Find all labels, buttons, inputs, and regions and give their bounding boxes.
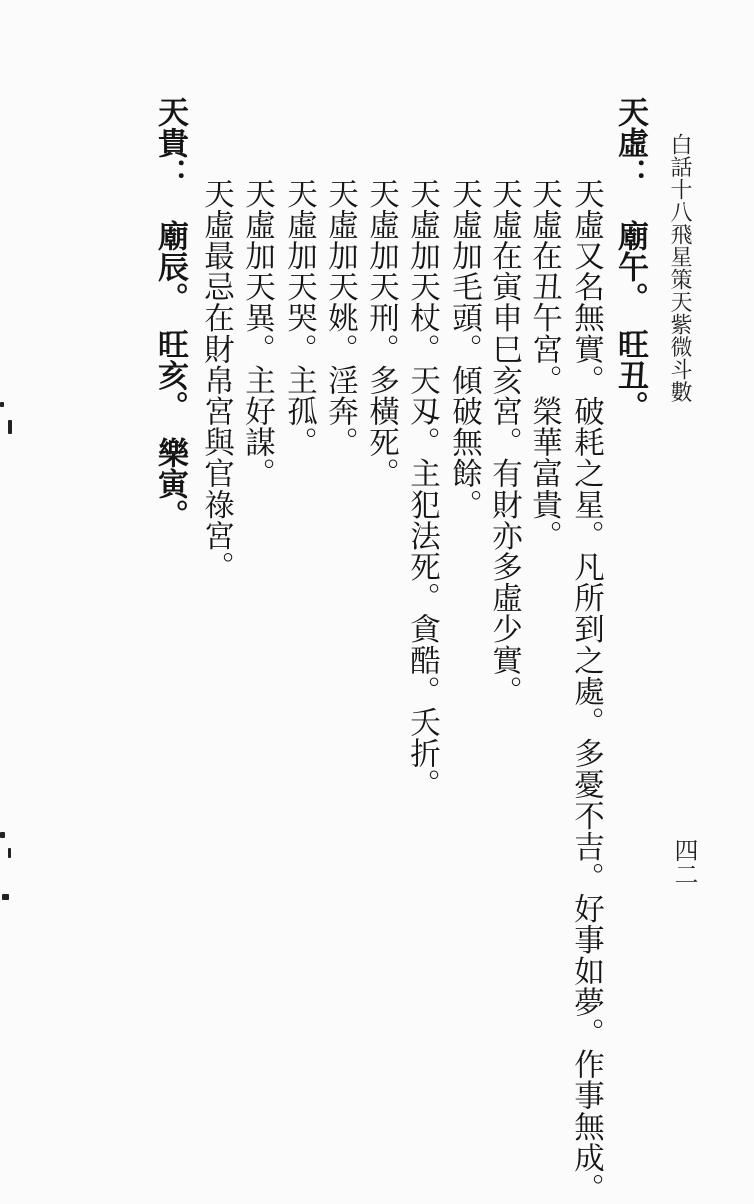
text-line: 天虛加天異。主好謀。	[239, 178, 275, 489]
text-line: 天虛加天姚。淫奔。	[322, 178, 358, 458]
text-line: 天虛在寅申巳亥宮。有財亦多虛少實。	[486, 178, 522, 707]
text-line: 天虛加毛頭。傾破無餘。	[446, 178, 482, 521]
text-line: 天虛在丑午宮。榮華富貴。	[526, 178, 562, 552]
text-line: 天虛加天杖。天刄。主犯法死。貪酷。夭折。	[404, 178, 440, 800]
page-number: 四二	[670, 838, 698, 886]
scan-speck	[0, 832, 5, 838]
text-line: 天虛加天刑。多橫死。	[363, 178, 399, 489]
book-title: 白話十八飛星策天紫微斗數	[667, 133, 692, 403]
scan-speck	[8, 848, 11, 858]
text-line: 天虛最忌在財帛宮與官祿宮。	[198, 178, 234, 583]
entry-heading-tianxu: 天虛： 廟午。 旺丑。	[612, 96, 648, 422]
entry-heading-tiangui: 天貴： 廟辰。 旺亥。 樂寅。	[152, 96, 188, 530]
scan-speck	[2, 894, 9, 900]
text-line: 天虛加天哭。主孤。	[281, 178, 317, 458]
scan-speck	[0, 402, 4, 407]
text-line: 天虛又名無實。破耗之星。凡所到之處。多憂不吉。好事如夢。作事無成。	[568, 178, 604, 1204]
scan-speck	[8, 420, 12, 434]
